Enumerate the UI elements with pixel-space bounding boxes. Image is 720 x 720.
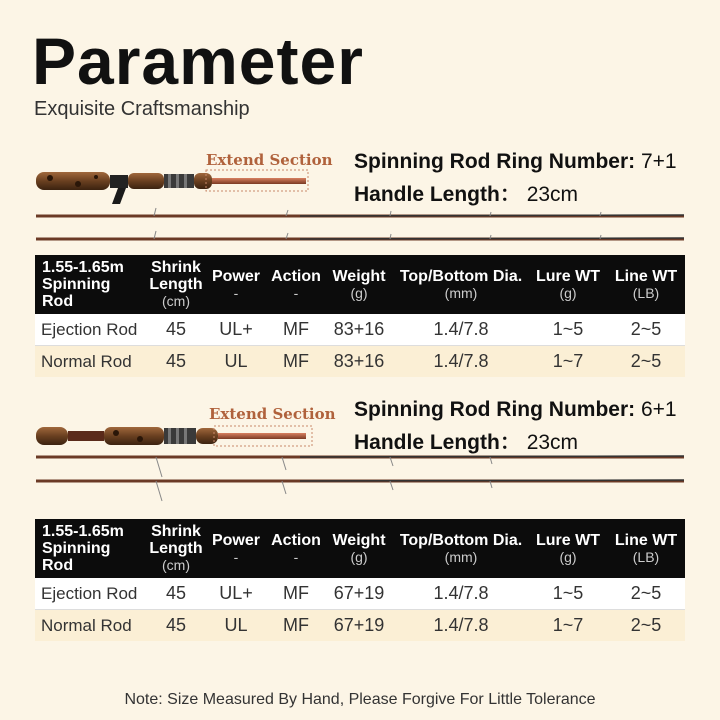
cell-power: UL+ — [205, 578, 267, 610]
footnote: Note: Size Measured By Hand, Please Forgive For Little Tolerance — [124, 691, 596, 708]
cell-rod-type: Ejection Rod — [35, 314, 147, 346]
header-action: Action - — [267, 255, 325, 314]
cell-line-weight: 2~5 — [607, 610, 685, 642]
header-spinning-rod: 1.55-1.65m Spinning Rod — [35, 519, 147, 578]
extend-section-label: Extend Section — [209, 405, 336, 423]
cell-lure-weight: 1~5 — [529, 578, 607, 610]
ring-number-line — [354, 150, 677, 174]
cell-power: UL+ — [205, 314, 267, 346]
cell-weight: 67+19 — [325, 578, 393, 610]
cell-weight: 67+19 — [325, 610, 393, 642]
cell-rod-type: Normal Rod — [35, 610, 147, 642]
cell-line-weight: 2~5 — [607, 578, 685, 610]
cell-action: MF — [267, 610, 325, 642]
cell-shrink-length: 45 — [147, 610, 205, 642]
cell-action: MF — [267, 346, 325, 378]
handle-length-key: Handle Length： — [354, 431, 521, 454]
cell-weight: 83+16 — [325, 314, 393, 346]
header-diameter: Top/Bottom Dia. (mm) — [393, 255, 529, 314]
cell-weight: 83+16 — [325, 346, 393, 378]
cell-line-weight: 2~5 — [607, 314, 685, 346]
cell-power: UL — [205, 346, 267, 378]
parameter-table — [35, 519, 685, 641]
handle-length-line — [354, 178, 578, 208]
ring-number-key: Spinning Rod Ring Number: — [354, 150, 636, 173]
header-diameter: Top/Bottom Dia. (mm) — [393, 519, 529, 578]
cell-rod-type: Ejection Rod — [35, 578, 147, 610]
cell-diameter: 1.4/7.8 — [393, 346, 529, 378]
header-power: Power - — [205, 519, 267, 578]
header-action: Action - — [267, 519, 325, 578]
cell-action: MF — [267, 578, 325, 610]
cell-line-weight: 2~5 — [607, 346, 685, 378]
header-weight: Weight (g) — [325, 519, 393, 578]
parameter-table — [35, 255, 685, 377]
handle-length-value: 23cm — [526, 183, 579, 206]
cell-shrink-length: 45 — [147, 314, 205, 346]
cell-diameter: 1.4/7.8 — [393, 578, 529, 610]
header-weight: Weight (g) — [325, 255, 393, 314]
page-subtitle: Exquisite Craftsmanship — [34, 98, 250, 120]
ring-number-line — [354, 398, 677, 422]
extend-section-label: Extend Section — [206, 151, 333, 169]
cell-power: UL — [205, 610, 267, 642]
cell-diameter: 1.4/7.8 — [393, 610, 529, 642]
header-lure-weight: Lure WT (g) — [529, 255, 607, 314]
cell-rod-type: Normal Rod — [35, 346, 147, 378]
table-row — [35, 346, 685, 378]
cell-shrink-length: 45 — [147, 578, 205, 610]
header-spinning-rod: 1.55-1.65m Spinning Rod — [35, 255, 147, 314]
table-row — [35, 578, 685, 610]
ring-number-value: 6+1 — [640, 398, 677, 421]
cell-lure-weight: 1~5 — [529, 314, 607, 346]
table-row — [35, 610, 685, 642]
cell-shrink-length: 45 — [147, 346, 205, 378]
ring-number-value: 7+1 — [640, 150, 677, 173]
header-line-weight: Line WT (LB) — [607, 519, 685, 578]
header-shrink-length: Shrink Length (cm) — [147, 519, 205, 578]
header-shrink-length: Shrink Length (cm) — [147, 255, 205, 314]
header-lure-weight: Lure WT (g) — [529, 519, 607, 578]
handle-length-value: 23cm — [526, 431, 579, 454]
cell-lure-weight: 1~7 — [529, 610, 607, 642]
cell-action: MF — [267, 314, 325, 346]
cell-diameter: 1.4/7.8 — [393, 314, 529, 346]
header-power: Power - — [205, 255, 267, 314]
cell-lure-weight: 1~7 — [529, 346, 607, 378]
handle-length-line — [354, 426, 578, 456]
header-line-weight: Line WT (LB) — [607, 255, 685, 314]
handle-length-key: Handle Length： — [354, 183, 521, 206]
ring-number-key: Spinning Rod Ring Number: — [354, 398, 636, 421]
casting-rod-image — [0, 0, 720, 245]
table-row — [35, 314, 685, 346]
page-title: Parameter — [32, 24, 364, 98]
